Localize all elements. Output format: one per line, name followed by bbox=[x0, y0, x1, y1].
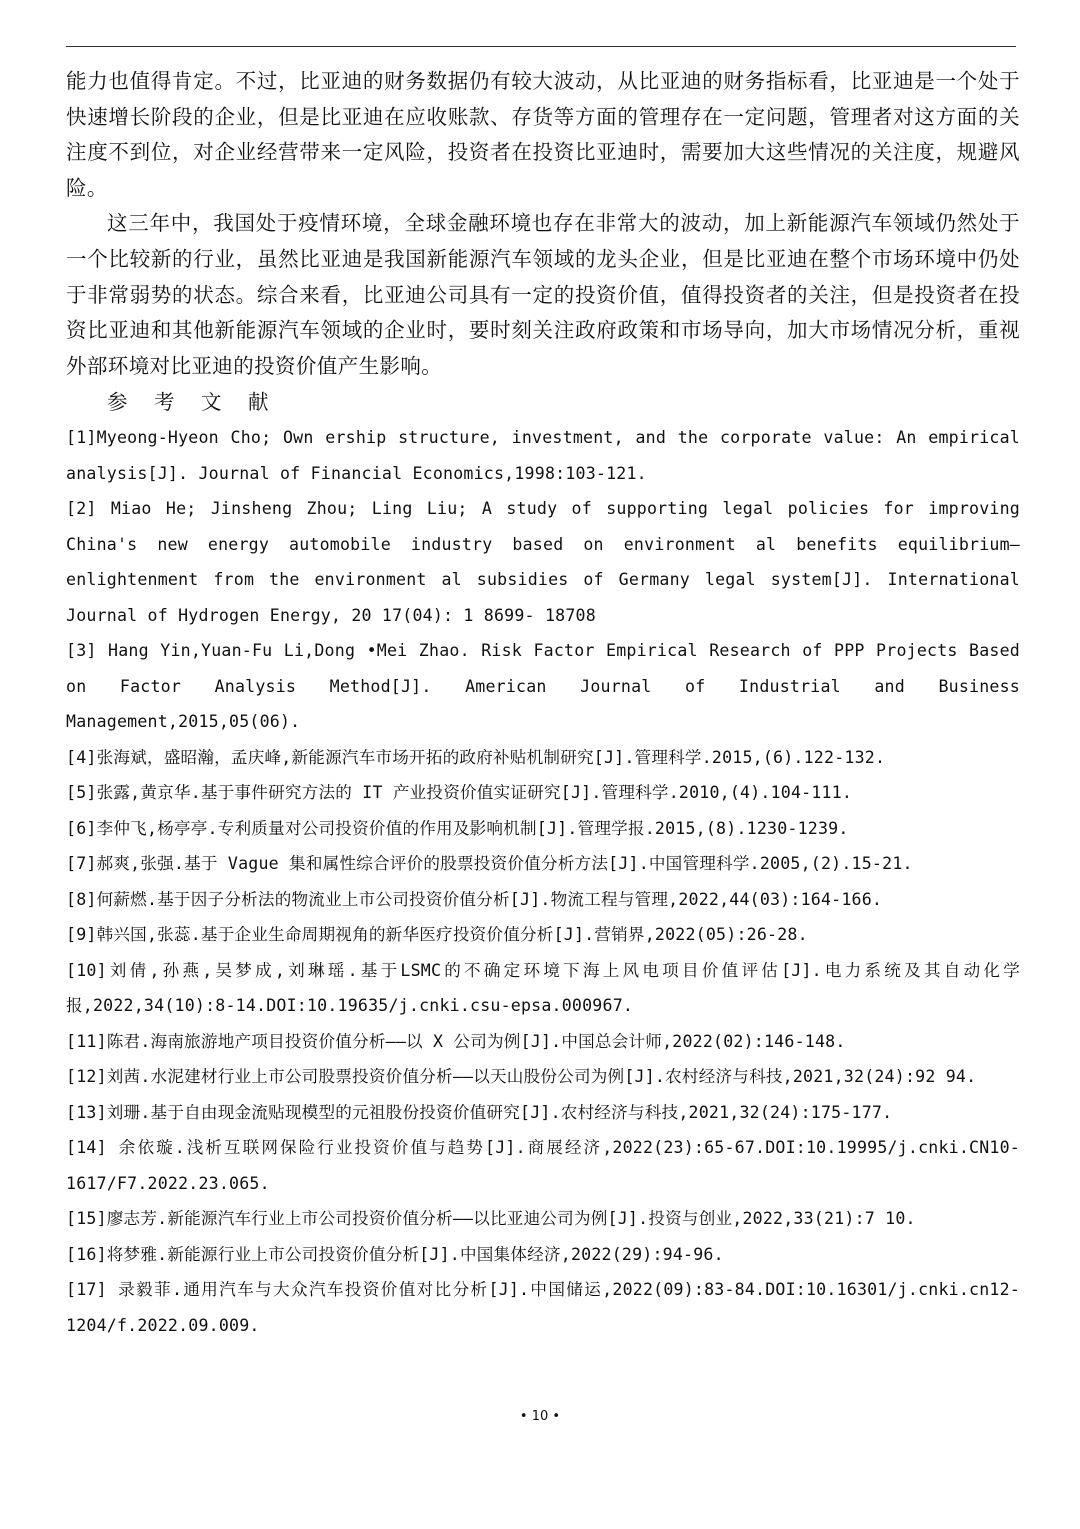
reference-item: [9]韩兴国,张蕊.基于企业生命周期视角的新华医疗投资价值分析[J].营销界,2022(05):26-28. bbox=[66, 925, 808, 945]
reference-item: [15]廖志芳.新能源汽车行业上市公司投资价值分析——以比亚迪公司为例[J].投资与创业,2022,33(21):7 10. bbox=[66, 1209, 916, 1229]
reference-item: [13]刘珊.基于自由现金流贴现模型的元祖股份投资价值研究[J].农村经济与科技,2021,32(24):175-177. bbox=[66, 1102, 893, 1122]
reference-item: [14] 余依璇.浅析互联网保险行业投资价值与趋势[J].商展经济,2022(23):65-67.DOI:10.19995/j.cnki.CN10-1617/F7.2022.23.065. bbox=[66, 1138, 1020, 1193]
reference-item: [6]李仲飞,杨亭亭.专利质量对公司投资价值的作用及影响机制[J].管理学报.2015,(8).1230-1239. bbox=[66, 818, 849, 838]
reference-item: [8]何薪燃.基于因子分析法的物流业上市公司投资价值分析[J].物流工程与管理,2022,44(03):164-166. bbox=[66, 889, 883, 909]
reference-item: [3] Hang Yin,Yuan-Fu Li,Dong •Mei Zhao. Risk Factor Empirical Research of PPP Projects Based on Factor Analysis Method[J]. American Journal of Industrial and Business Management,2015,05(06). bbox=[66, 641, 1020, 732]
body-paragraph: 能力也值得肯定。不过，比亚迪的财务数据仍有较大波动，从比亚迪的财务指标看，比亚迪是一个处于快速增长阶段的企业，但是比亚迪在应收账款、存货等方面的管理存在一定问题，管理者对这方面的关注度不到位，对企业经营带来一定风险，投资者在投资比亚迪时，需要加大这些情况的关注度，规避风险。 bbox=[66, 69, 1020, 200]
reference-item: [17] 录毅菲.通用汽车与大众汽车投资价值对比分析[J].中国储运,2022(09):83-84.DOI:10.16301/j.cnki.cn12-1204/f.2022.09.009. bbox=[66, 1280, 1020, 1335]
references-list bbox=[66, 420, 1020, 1343]
body-paragraph: 这三年中，我国处于疫情环境，全球金融环境也存在非常大的波动，加上新能源汽车领域仍然处于一个比较新的行业，虽然比亚迪是我国新能源汽车领域的龙头企业，但是比亚迪在整个市场环境中仍处于非常弱势的状态。综合来看，比亚迪公司具有一定的投资价值，值得投资者的关注，但是投资者在投资比亚迪和其他新能源汽车领域的企业时，要时刻关注政府政策和市场导向，加大市场情况分析，重视外部环境对比亚迪的投资价值产生影响。 bbox=[66, 211, 1020, 378]
reference-item: [4]张海斌，盛昭瀚，孟庆峰,新能源汽车市场开拓的政府补贴机制研究[J].管理科学.2015,(6).122-132. bbox=[66, 747, 886, 767]
reference-item: [2] Miao He; Jinsheng Zhou; Ling Liu; A study of supporting legal policies for improving China's new energy automobile industry based on environment al benefits equilibrium—enlightenment from the environment al subsidies of Germany legal system[J]. International Journal of Hydrogen Energy, 20 17(04): 1 8699- 18708 bbox=[66, 499, 1020, 625]
header-rule bbox=[66, 46, 1016, 47]
reference-item: [5]张露,黄京华.基于事件研究方法的 IT 产业投资价值实证研究[J].管理科学.2010,(4).104-111. bbox=[66, 783, 853, 803]
references-heading: 参 考 文 献 bbox=[107, 390, 279, 415]
reference-item: [7]郝爽,张强.基于 Vague 集和属性综合评价的股票投资价值分析方法[J].中国管理科学.2005,(2).15-21. bbox=[66, 854, 913, 874]
reference-item: [16]将梦雅.新能源行业上市公司投资价值分析[J].中国集体经济,2022(29):94-96. bbox=[66, 1244, 724, 1264]
page-number: • 10 • bbox=[519, 1409, 561, 1424]
page-body bbox=[66, 64, 1020, 1343]
reference-item: [12]刘茜.水泥建材行业上市公司股票投资价值分析——以天山股份公司为例[J].农村经济与科技,2021,32(24):92 94. bbox=[66, 1067, 977, 1087]
reference-item: [11]陈君.海南旅游地产项目投资价值分析——以 X 公司为例[J].中国总会计师,2022(02):146-148. bbox=[66, 1031, 846, 1051]
reference-item: [1]Myeong-Hyeon Cho; Own ership structure, investment, and the corporate value: An empirical analysis[J]. Journal of Financial Economics,1998:103-121. bbox=[66, 428, 1020, 483]
reference-item: [10]刘倩,孙燕,吴梦成,刘琳瑶.基于LSMC的不确定环境下海上风电项目价值评估[J].电力系统及其自动化学报,2022,34(10):8-14.DOI:10.19635/j.cnki.csu-epsa.000967. bbox=[66, 960, 1020, 1016]
